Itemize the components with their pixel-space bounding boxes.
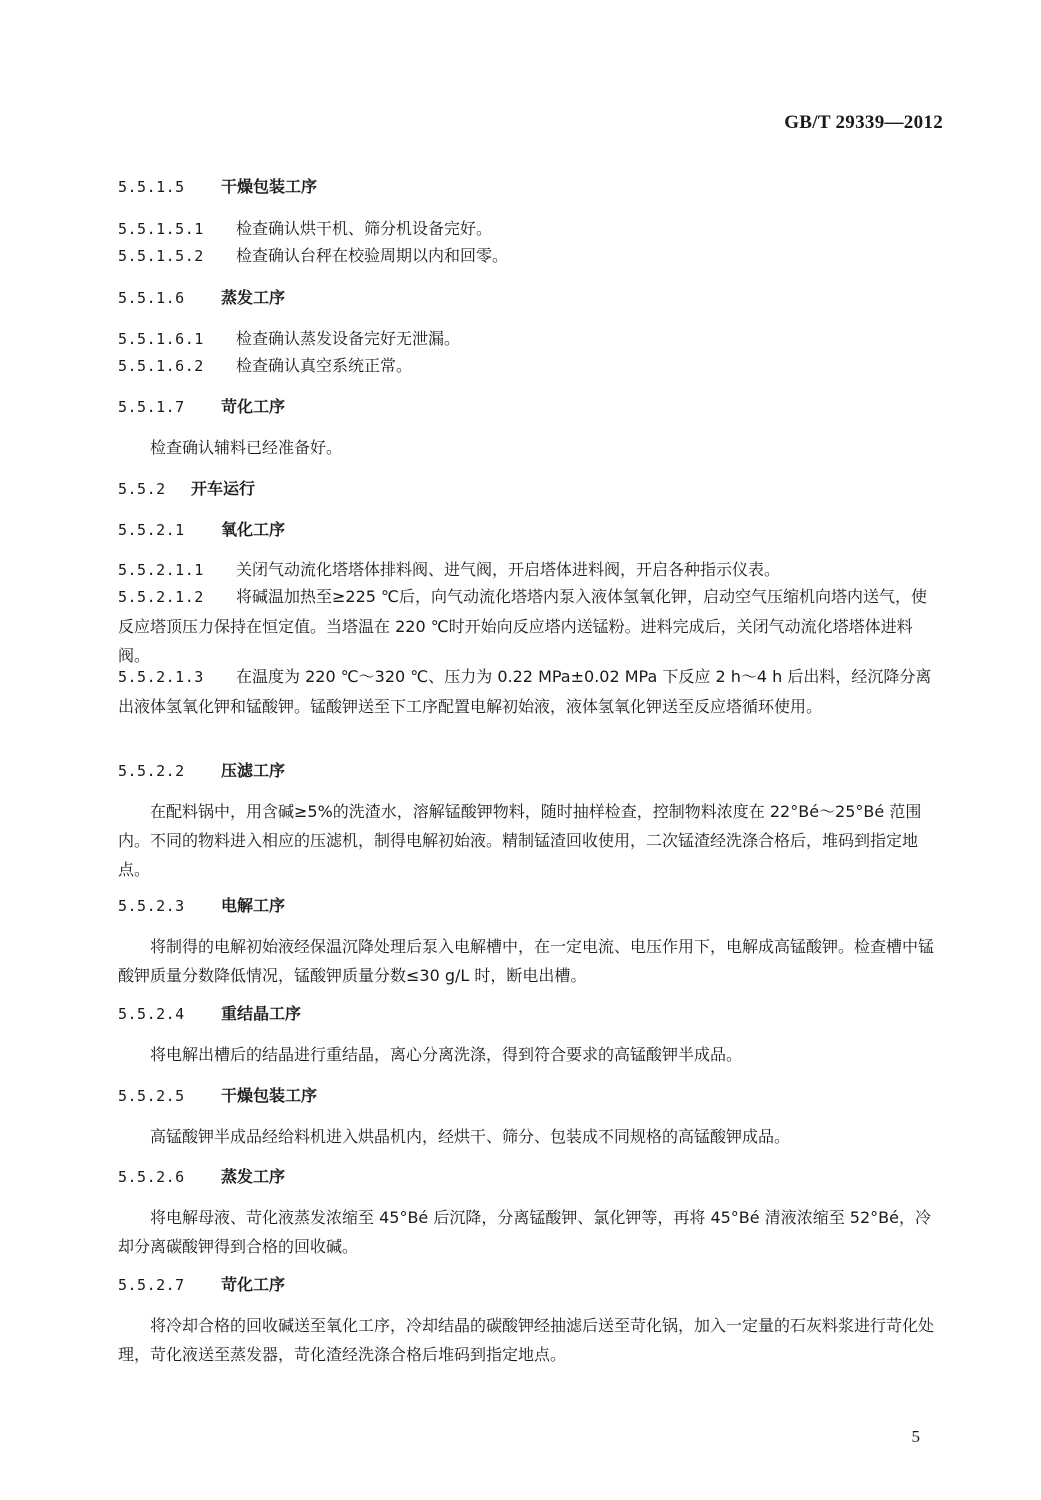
section-5-5-2: [118, 474, 940, 504]
section-5-5-1-7: [118, 392, 940, 422]
section-number: 5.5.2.7: [118, 1276, 185, 1294]
section-title: 蒸发工序: [221, 288, 286, 307]
section-title: 电解工序: [221, 896, 286, 915]
section-number: 5.5.2.4: [118, 1005, 185, 1023]
clause-number: 5.5.1.5.1: [118, 220, 204, 238]
section-number: 5.5.2.6: [118, 1168, 185, 1186]
section-title: 开车运行: [191, 479, 256, 498]
clause-number: 5.5.1.6.1: [118, 330, 204, 348]
clause-text: 检查确认烘干机、筛分机设备完好。: [236, 219, 493, 238]
section-title: 蒸发工序: [221, 1167, 286, 1186]
standard-code: GB/T 29339—2012: [784, 112, 943, 133]
section-title: 重结晶工序: [221, 1004, 302, 1023]
paragraph: 将电解出槽后的结晶进行重结晶，离心分离洗涤，得到符合要求的高锰酸钾半成品。: [150, 1045, 743, 1064]
paragraph: 在配料锅中，用含碱≥5%的洗渣水，溶解锰酸钾物料，随时抽样检查，控制物料浓度在 22°Bé～25°Bé 范围内。不同的物料进入相应的压滤机，制得电解初始液。精制锰渣回收使用，二次锰渣经洗涤合格后，堆码到指定地点。: [118, 802, 922, 879]
section-number: 5.5.2.5: [118, 1087, 185, 1105]
section-title: 干燥包装工序: [221, 1086, 318, 1105]
clause-text: 在温度为 220 ℃～320 ℃、压力为 0.22 MPa±0.02 MPa 下反应 2 h～4 h 后出料，经沉降分离出液体氢氧化钾和锰酸钾。锰酸钾送至下工序配置电解初始液，液体氢氧化钾送至反应塔循环使用。: [118, 667, 932, 716]
section-number: 5.5.2.1: [118, 521, 185, 539]
section-title: 苛化工序: [221, 397, 286, 416]
paragraph: 检查确认辅料已经准备好。: [150, 438, 343, 457]
clause-text: 将碱温加热至≥225 ℃后，向气动流化塔塔内泵入液体氢氧化钾，启动空气压缩机向塔内送气，使反应塔顶压力保持在恒定值。当塔温在 220 ℃时开始向反应塔内送锰粉。进料完成后，关闭气动流化塔塔体进料阀。: [118, 587, 928, 665]
clause-text: 检查确认真空系统正常。: [236, 356, 413, 375]
section-5-5-2-1: [118, 515, 940, 545]
section-title: 干燥包装工序: [221, 177, 318, 196]
clause-text: 检查确认台秤在校验周期以内和回零。: [236, 246, 509, 265]
section-number: 5.5.1.6: [118, 289, 185, 307]
section-5-5-2-2: [118, 756, 940, 786]
clause-number: 5.5.1.6.2: [118, 357, 204, 375]
clause-5-5-1-6-2: [118, 351, 940, 381]
clause-number: 5.5.1.5.2: [118, 247, 204, 265]
section-5-5-2-3: [118, 891, 940, 921]
clause-text: 检查确认蒸发设备完好无泄漏。: [236, 329, 461, 348]
clause-5-5-2-1-2: [118, 582, 940, 670]
paragraph: 将冷却合格的回收碱送至氧化工序，冷却结晶的碳酸钾经抽滤后送至苛化锅，加入一定量的石灰料浆进行苛化处理，苛化液送至蒸发器，苛化渣经洗涤合格后堆码到指定地点。: [118, 1316, 935, 1364]
clause-5-5-2-1-1: [118, 555, 940, 585]
clause-text: 关闭气动流化塔塔体排料阀、进气阀，开启塔体进料阀，开启各种指示仪表。: [236, 560, 781, 579]
page-number: 5: [911, 1427, 920, 1446]
clause-number: 5.5.2.1.1: [118, 561, 204, 579]
section-5-5-2-4: [118, 999, 940, 1029]
section-title: 压滤工序: [221, 761, 286, 780]
section-number: 5.5.1.7: [118, 398, 185, 416]
paragraph: 高锰酸钾半成品经给料机进入烘晶机内，经烘干、筛分、包装成不同规格的高锰酸钾成品。: [150, 1127, 791, 1146]
clause-number: 5.5.2.1.2: [118, 588, 204, 606]
section-title: 氧化工序: [221, 520, 286, 539]
section-number: 5.5.1.5: [118, 178, 185, 196]
section-number: 5.5.2.3: [118, 897, 185, 915]
paragraph: 将制得的电解初始液经保温沉降处理后泵入电解槽中，在一定电流、电压作用下，电解成高锰酸钾。检查槽中锰酸钾质量分数降低情况，锰酸钾质量分数≤30 g/L 时，断电出槽。: [118, 937, 935, 985]
clause-5-5-1-6-1: [118, 324, 940, 354]
clause-number: 5.5.2.1.3: [118, 668, 204, 686]
clause-5-5-1-5-1: [118, 214, 940, 244]
paragraph: 将电解母液、苛化液蒸发浓缩至 45°Bé 后沉降，分离锰酸钾、氯化钾等，再将 45°Bé 清液浓缩至 52°Bé，冷却分离碳酸钾得到合格的回收碱。: [118, 1208, 931, 1256]
clause-5-5-2-1-3: [118, 662, 940, 721]
section-5-5-2-6: [118, 1162, 940, 1192]
clause-5-5-1-5-2: [118, 241, 940, 271]
section-number: 5.5.2.2: [118, 762, 185, 780]
section-number: 5.5.2: [118, 480, 166, 498]
section-5-5-1-6: [118, 283, 940, 313]
section-5-5-1-5: [118, 172, 940, 202]
section-5-5-2-5: [118, 1081, 940, 1111]
section-5-5-2-7: [118, 1270, 940, 1300]
section-title: 苛化工序: [221, 1275, 286, 1294]
